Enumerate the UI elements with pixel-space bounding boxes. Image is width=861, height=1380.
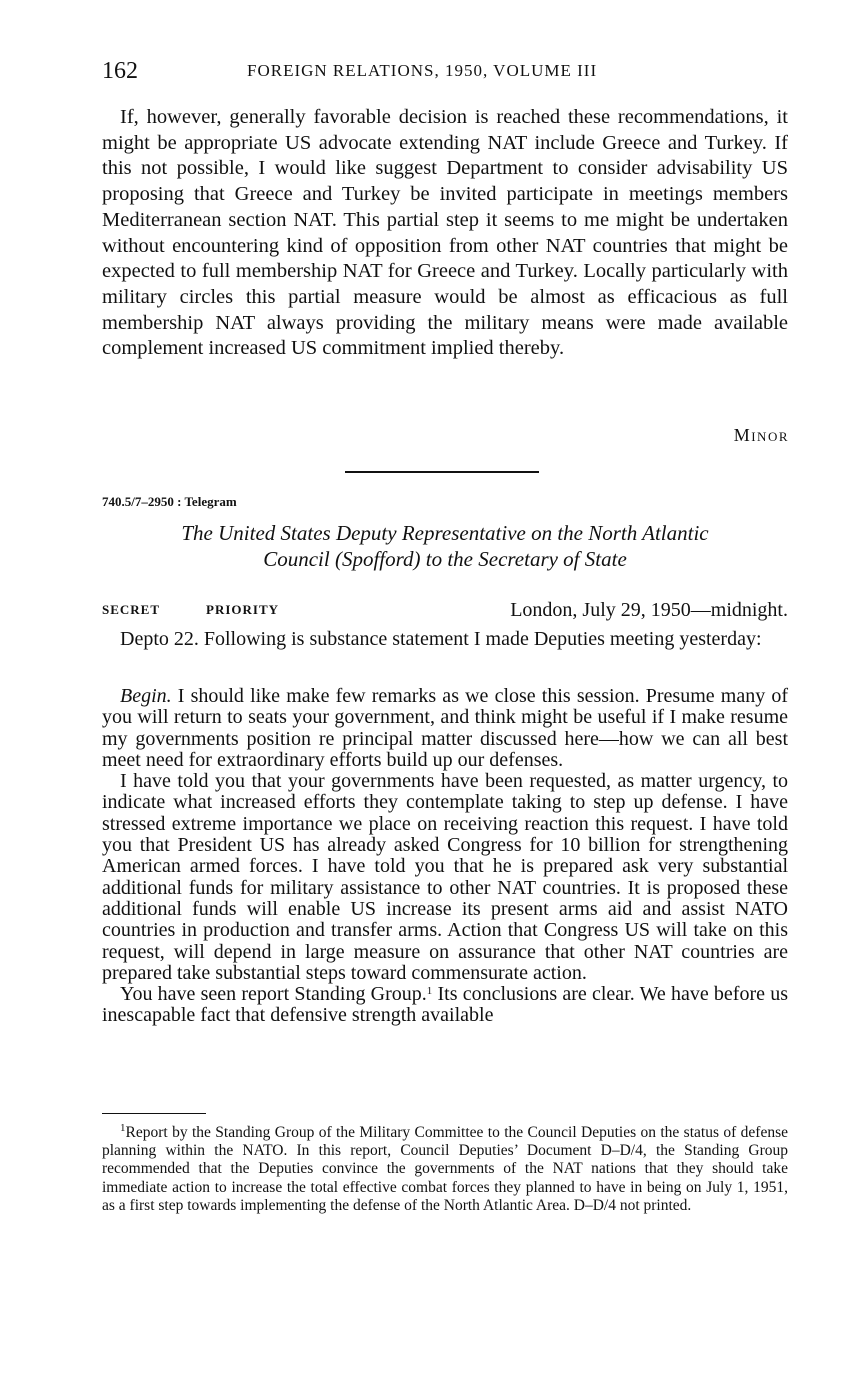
begin-label: Begin. — [120, 685, 172, 707]
paragraph-text: Its conclusions are clear. We have before us inescapable fact that defensive strength available — [102, 983, 788, 1027]
footnote-text: Report by the Standing Group of the Military Committee to the Council Deputies on the status of defense planning within the NATO. In this report, Council Deputies’ Document D–D/4, the Standing Group recommended that the Deputies convince the governments of the NAT nations that they should take immediate action to increase the total effective combat forces they planned to have in being on July 1, 1951, as a first step towards implementing the defense of the North Atlantic Area. D–D/4 not printed. — [102, 1124, 788, 1214]
classification: SECRET — [102, 602, 161, 617]
document-title — [102, 520, 788, 572]
message-paragraph — [102, 984, 788, 1027]
document-title-line: Council (Spofford) to the Secretary of State — [263, 547, 627, 571]
dateline: London, July 29, 1950—midnight. — [510, 599, 788, 621]
message-paragraph — [102, 686, 788, 771]
page-header — [102, 56, 792, 86]
precedence: PRIORITY — [206, 602, 280, 617]
message-body — [102, 686, 788, 1027]
footnote-rule — [102, 1113, 206, 1114]
footnote-marker: 1 — [120, 1122, 126, 1134]
dateline-row — [102, 597, 788, 623]
document-title-line: The United States Deputy Representative on the North Atlantic — [181, 521, 709, 545]
message-intro: Depto 22. Following is substance statement I made Deputies meeting yesterday: — [120, 628, 762, 650]
page-number: 162 — [102, 58, 138, 84]
footnote-reference: 1 — [426, 985, 433, 998]
section-divider — [345, 471, 539, 473]
paragraph-text: You have seen report Standing Group. — [120, 983, 427, 1006]
continuation-paragraph: If, however, generally favorable decision is reached these recommendations, it might be appropriate US advocate extending NAT include Greece and Turkey. If this not possible, I would like suggest Department to consider advisability US proposing that Greece and Turkey be invited participate in meetings members Mediterranean section NAT. This partial step it seems to me might be undertaken without encountering kind of opposition from other NAT countries that might be expected to full membership NAT for Greece and Turkey. Locally particularly with military circles this partial measure would be almost as efficacious as full membership NAT always providing the military means were made available complement increased US commitment implied thereby. — [102, 106, 788, 360]
running-head: FOREIGN RELATIONS, 1950, VOLUME III — [247, 61, 598, 80]
footnote — [102, 1124, 788, 1215]
signature: Minor — [733, 425, 789, 445]
file-reference: 740.5/7–2950 : Telegram — [102, 494, 237, 509]
paragraph-text: I should like make few remarks as we close this session. Presume many of you will return to seats your government, and think might be useful if I make resume my governments position re principal matter discussed here—how we can all best meet need for extraordinary efforts build up our defenses. — [102, 685, 788, 771]
message-paragraph: I have told you that your governments have been requested, as matter urgency, to indicate what increased efforts they contemplate taking to step up defense. I have stressed extreme importance we place on receiving reaction this request. I have told you that President US has already asked Congress for 10 billion for strengthening American armed forces. I have told you that he is prepared ask very substantial additional funds for military assistance to other NAT countries. It is proposed these additional funds will enable US increase its present arms aid and assist NATO countries in production and transfer arms. Action that Congress US will take on this request, will depend in large measure on assurance that other NAT countries are prepared take substantial steps toward commensurate action. — [102, 770, 788, 984]
